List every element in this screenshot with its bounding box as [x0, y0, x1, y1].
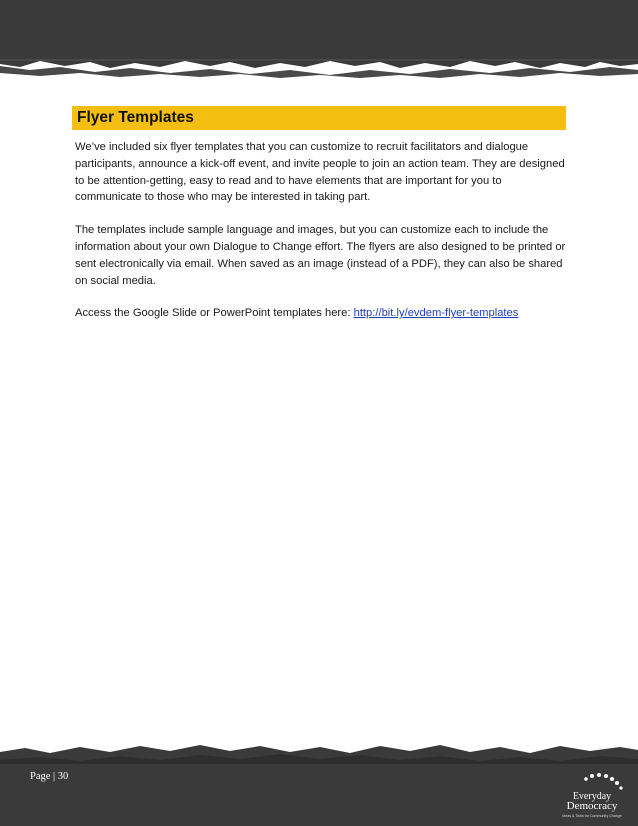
- svg-text:Democracy: Democracy: [566, 800, 618, 812]
- top-decorative-band: [0, 0, 638, 80]
- body-content: [75, 139, 567, 338]
- templates-link[interactable]: http://bit.ly/evdem-flyer-templates: [353, 307, 519, 320]
- section-header-bar: [72, 106, 566, 130]
- svg-text:Ideas & Tools for Community Ch: Ideas & Tools for Community Change: [562, 814, 622, 818]
- paragraph-intro: We’ve included six flyer templates that you can customize to recruit facilitators and dialogue participants, announce a kick-off event, and invite people to join an action team. They are designed to be attention-getting, easy to read and to have elements that are important for you to communicate to those who may be interested in taking part.: [75, 141, 565, 204]
- page-number: Page | 30: [30, 771, 69, 782]
- svg-text:Everyday: Everyday: [572, 791, 612, 802]
- section-title: Flyer Templates: [77, 109, 194, 126]
- paragraph-customization: The templates include sample language and images, but you can customize each to include the information about your own Dialogue to Change effort. The flyers are also designed to be printed or sent electronically via email. When saved as an image (instead of a PDF), they can also be shared on social media.: [75, 224, 566, 287]
- paragraph-access: [75, 305, 567, 322]
- everyday-democracy-logo: [552, 772, 632, 822]
- access-text: Access the Google Slide or PowerPoint templates here:: [75, 307, 354, 320]
- bottom-decorative-band: [0, 742, 638, 826]
